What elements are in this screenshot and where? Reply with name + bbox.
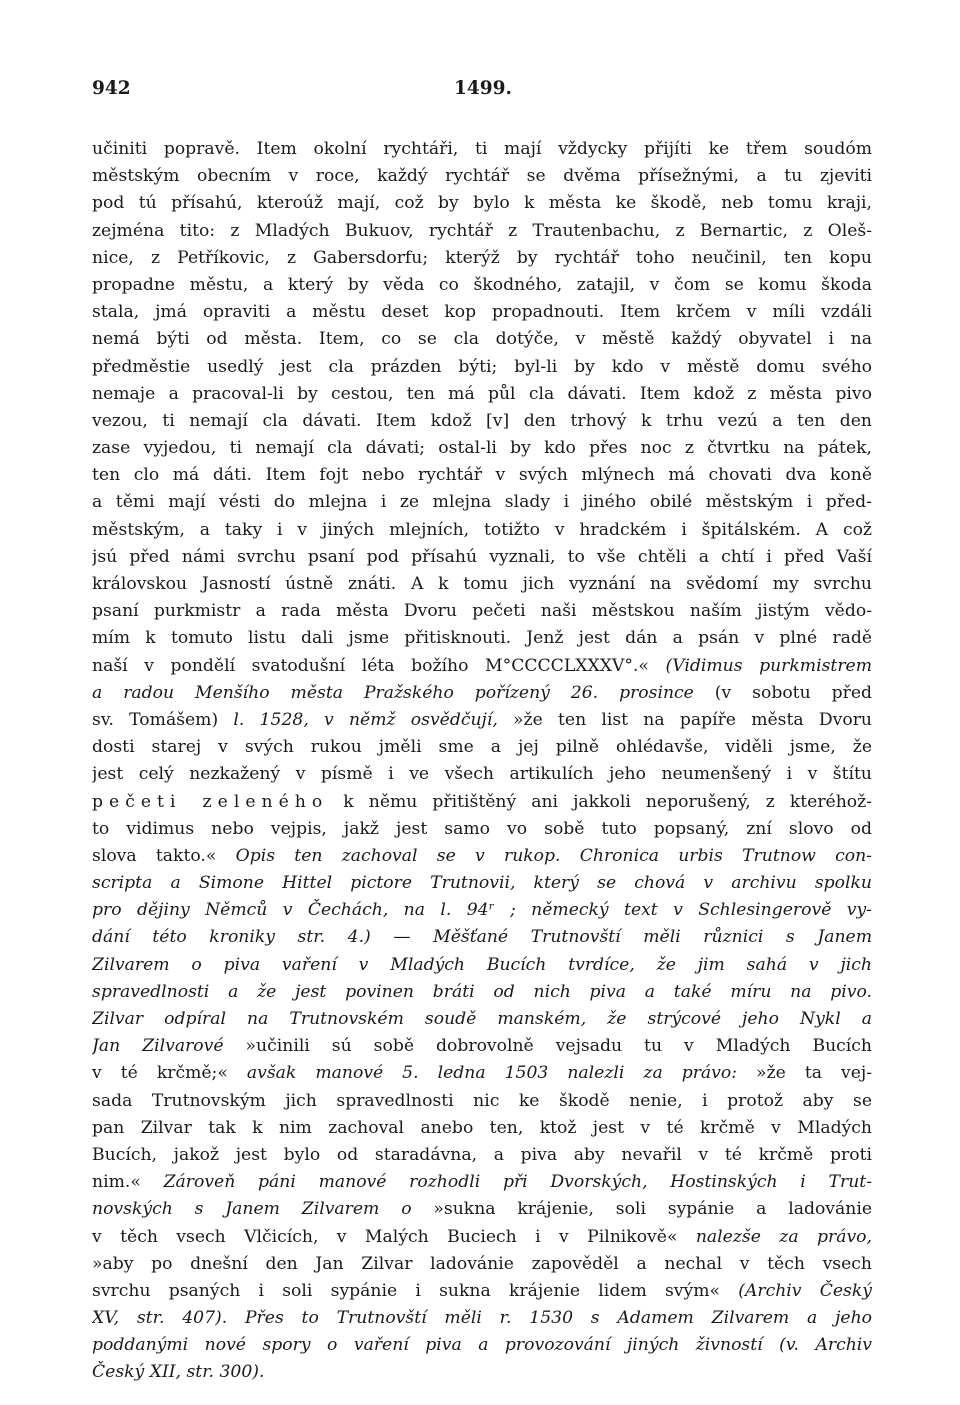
document-page (92, 0, 872, 1405)
text-line (92, 897, 872, 924)
italic-segment: poddanými nové spory o vaření piva a provozování jiných živností (v. Archiv (92, 1335, 872, 1356)
text-segment: v té krčmě;« (92, 1063, 247, 1084)
text-line (92, 598, 872, 625)
text-segment: to vidimus nebo vejpis, jakž jest samo vo sobě tuto popsaný, zní slovo od (92, 818, 872, 839)
text-segment: městským obecním v roce, každý rychtář se dvěma přísežnými, a tu zjeviti (92, 166, 872, 187)
text-line (92, 1115, 872, 1142)
text-line (92, 381, 872, 408)
text-segment: »že ta vej- (737, 1063, 872, 1084)
text-segment: ten clo má dáti. Item fojt nebo rychtář v svých mlýnech má chovati dva koně (92, 465, 872, 486)
text-segment: slova takto.« (92, 845, 236, 866)
italic-segment: (Archiv Český (738, 1280, 872, 1301)
text-segment: nim.« (92, 1172, 164, 1193)
page-number: 942 (92, 78, 131, 99)
text-line (92, 1169, 872, 1196)
text-segment: psaní purkmistr a rada města Dvoru pečeti naši městskou naším jistým vědo- (92, 601, 872, 622)
text-line (92, 734, 872, 761)
text-line (92, 680, 872, 707)
text-segment: pod tú přísahú, kteroúž mají, což by bylo k města ke škodě, neb tomu kraji, (92, 193, 872, 214)
text-segment: pan Zilvar tak k nim zachoval anebo ten, ktož jest v té krčmě v Mladých (92, 1117, 872, 1138)
text-segment: zase vyjedou, ti nemají cla dávati; ostal-li by kdo přes noc z čtvrtku na pátek, (92, 438, 872, 459)
text-line (92, 789, 872, 816)
text-line (92, 653, 872, 680)
text-line (92, 979, 872, 1006)
text-segment: svrchu psaných i soli sypánie i sukna krájenie lidem svým« (92, 1280, 739, 1301)
italic-segment: (Vidimus purkmistrem (665, 655, 872, 676)
text-line (92, 517, 872, 544)
text-line (92, 1305, 872, 1332)
text-segment: »učinili sú sobě dobrovolně vejsadu tu v Mladých Bucích (223, 1036, 872, 1057)
text-line (92, 707, 872, 734)
text-line (92, 625, 872, 652)
text-segment: mím k tomuto listu dali jsme přitisknouti. Jenž jest dán a psán v plné radě (92, 628, 872, 649)
text-line (92, 952, 872, 979)
text-line (92, 1060, 872, 1087)
text-line (92, 1196, 872, 1223)
italic-segment: pro dějiny Němců v Čechách, na l. 94ʳ ; německý text v Schlesingerově vy- (92, 900, 872, 921)
text-line (92, 462, 872, 489)
italic-segment: Zilvar odpíral na Trutnovském soudě manském, že strýcové jeho Nykl a (92, 1009, 872, 1029)
text-segment: učiniti popravě. Item okolní rychtáři, ti mají vždycky přijíti ke třem soudóm (92, 139, 872, 159)
text-line (92, 163, 872, 190)
text-segment: zejména tito: z Mladých Bukuov, rychtář z Trautenbachu, z Bernartic, z Oleš- (92, 220, 872, 241)
text-line (92, 761, 872, 788)
italic-segment: Zilvarem o piva vaření v Mladých Bucích tvrdíce, že jim sahá v jich (92, 954, 872, 975)
text-segment: nice, z Petříkovic, z Gabersdorfu; kterýž by rychtář toho neučinil, ten kopu (92, 247, 872, 268)
text-line (92, 1278, 872, 1305)
text-segment: jsú před námi svrchu psaní pod přísahú vyznali, to vše chtěli a chtí i před Vaší (92, 546, 872, 567)
page-header (92, 78, 872, 102)
text-line (92, 571, 872, 598)
text-line (92, 1359, 872, 1386)
text-segment: nemaje a pracoval-li by cestou, ten má půl cla dávati. Item kdož z města pivo (92, 383, 872, 404)
spaced-segment: pečeti zeleného (92, 791, 329, 812)
text-line (92, 326, 872, 353)
text-segment: Bucích, jakož jest bylo od staradávna, a piva aby nevařil v té krčmě proti (92, 1144, 872, 1165)
body-text (92, 136, 872, 1387)
italic-segment: dání této kroniky str. 4.) — Měšťané Trutnovští měli různici s Janem (92, 927, 872, 948)
text-segment: (v sobotu před (693, 682, 872, 703)
text-line (92, 272, 872, 299)
text-line (92, 1006, 872, 1033)
text-segment: královskou Jasností ústně znáti. A k tomu jich vyznání na svědomí my svrchu (92, 574, 872, 594)
text-line (92, 190, 872, 217)
italic-segment: novských s Janem Zilvarem o (92, 1199, 412, 1220)
text-line (92, 1088, 872, 1115)
text-line (92, 435, 872, 462)
italic-segment: l. 1528, v němž osvědčují, (233, 709, 498, 730)
text-line (92, 1332, 872, 1359)
italic-segment: Jan Zilvarové (92, 1036, 224, 1057)
text-segment: jest celý nezkažený v písmě i ve všech artikulích jeho neumenšený i v štítu (92, 764, 872, 785)
text-line (92, 489, 872, 516)
text-segment: naší v pondělí svatodušní léta božího M°CCCCLXXXV°.« (92, 655, 666, 676)
text-segment: »sukna krájenie, soli sypánie a ladovánie (411, 1199, 872, 1220)
text-segment: »aby po dnešní den Jan Zilvar ladovánie zapověděl a nechal v těch vsech (92, 1253, 872, 1274)
italic-segment: Opis ten zachoval se v rukop. Chronica urbis Trutnow con- (235, 845, 872, 866)
italic-segment: Český XII, str. 300). (92, 1362, 265, 1383)
text-segment: sada Trutnovským jich spravedlnosti nic ke škodě nenie, i protož aby se (92, 1090, 872, 1111)
text-line (92, 816, 872, 843)
text-segment: nemá býti od města. Item, co se cla dotýče, v městě každý obyvatel i na (92, 329, 872, 350)
text-line (92, 1033, 872, 1060)
text-line (92, 218, 872, 245)
text-line (92, 1224, 872, 1251)
text-line (92, 408, 872, 435)
italic-segment: avšak manové 5. ledna 1503 nalezli za právo: (246, 1063, 738, 1084)
italic-segment: XV, str. 407). Přes to Trutnovští měli r. 1530 s Adamem Zilvarem a jeho (92, 1308, 872, 1329)
text-line (92, 136, 872, 163)
text-segment: vezou, ti nemají cla dávati. Item kdož [v] den trhový k trhu vezú a ten den (92, 410, 872, 431)
text-segment: dosti starej v svých rukou jměli sme a jej pilně ohlédavše, viděli jsme, že (92, 737, 872, 758)
text-line (92, 1142, 872, 1169)
italic-segment: Zároveň páni manové rozhodli při Dvorských, Hostinských i Trut- (163, 1172, 872, 1193)
text-line (92, 299, 872, 326)
running-head-year: 1499. (454, 78, 512, 99)
text-segment: sv. Tomášem) (92, 709, 234, 730)
italic-segment: scripta a Simone Hittel pictore Trutnovii, který se chová v archivu spolku (92, 873, 872, 894)
text-line (92, 544, 872, 571)
italic-segment: nalezše za právo, (695, 1226, 872, 1247)
text-segment: městským, a taky i v jiných mlejních, totižto v hradckém i špitálském. A což (92, 519, 872, 540)
text-line (92, 870, 872, 897)
text-line (92, 1251, 872, 1278)
italic-segment: spravedlnosti a že jest povinen bráti od nich piva a také míru na pivo. (92, 981, 872, 1002)
text-line (92, 245, 872, 272)
text-segment: propadne městu, a který by věda co škodného, zatajil, v čom se komu škoda (92, 274, 872, 295)
text-line (92, 924, 872, 951)
text-segment: předměstie usedlý jest cla prázden býti; byl-li by kdo v městě domu svého (92, 356, 872, 377)
italic-segment: a radou Menšího města Pražského pořízený 26. prosince (92, 682, 694, 703)
text-segment: k němu přitištěný ani jakkoli neporušený, z kteréhož- (328, 791, 872, 812)
text-segment: stala, jmá opraviti a městu deset kop propadnouti. Item krčem v míli vzdáli (92, 302, 872, 323)
text-segment: a těmi mají vésti do mlejna i ze mlejna slady i jiného obilé městským i před- (92, 492, 872, 513)
text-line (92, 354, 872, 381)
text-line (92, 843, 872, 870)
text-segment: v těch vsech Vlčicích, v Malých Buciech i v Pilnikově« (92, 1226, 696, 1247)
text-segment: »že ten list na papíře města Dvoru (497, 709, 872, 730)
